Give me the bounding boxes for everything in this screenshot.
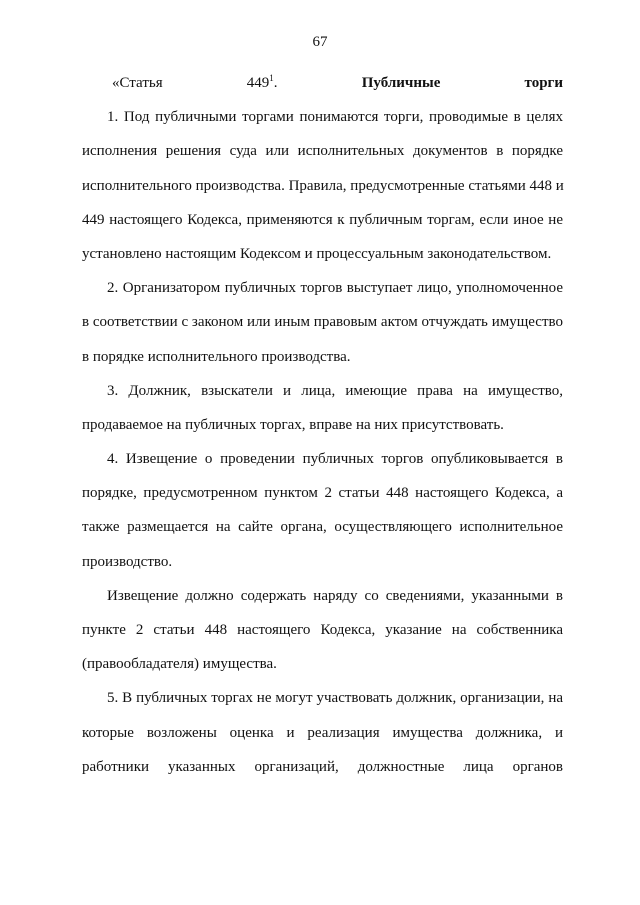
text-line: порядке, предусмотренном пунктом 2 статьи 448 настоящего Кодекса, а xyxy=(82,485,563,502)
text-line: продаваемое на публичных торгах, вправе на них присутствовать. xyxy=(82,416,504,433)
text-line: производство. xyxy=(82,553,173,570)
paragraph xyxy=(82,271,563,374)
paragraph-list xyxy=(82,100,563,784)
text-line: 449 настоящего Кодекса, применяются к публичным торгам, если иное не xyxy=(82,211,563,228)
text-line: в соответствии с законом или иным правовым актом отчуждать имущество xyxy=(82,314,563,331)
paragraph xyxy=(82,374,563,442)
text-line: (правообладателя) имущества. xyxy=(82,656,277,673)
article-title: Публичные торги xyxy=(361,75,564,91)
text-line: которые возложены оценка и реализация имущества должника, и xyxy=(82,724,563,741)
paragraph xyxy=(82,442,563,579)
text-line: 4. Извещение о проведении публичных торгов опубликовывается в xyxy=(107,451,563,468)
text-line: Извещение должно содержать наряду со сведениями, указанными в xyxy=(107,587,563,604)
article-superscript: 1 xyxy=(269,73,274,83)
text-line: исполнительного производства. Правила, предусмотренные статьями 448 и xyxy=(82,177,564,194)
text-line: также размещается на сайте органа, осуществляющего исполнительное xyxy=(82,519,563,536)
text-line: 5. В публичных торгах не могут участвовать должник, организации, на xyxy=(107,690,563,707)
paragraph xyxy=(82,579,563,682)
page-number: 67 xyxy=(312,34,328,50)
text-line: исполнения решения суда или исполнительных документов в порядке xyxy=(82,143,563,160)
text-line: работники указанных организаций, должностные лица органов xyxy=(82,758,563,775)
text-line: 2. Организатором публичных торгов выступает лицо, уполномоченное xyxy=(107,280,563,297)
article-label: «Статья 449 xyxy=(112,75,270,91)
text-line: пункте 2 статьи 448 настоящего Кодекса, указание на собственника xyxy=(82,622,563,638)
article-heading xyxy=(82,66,563,100)
text-line: 1. Под публичными торгами понимаются торги, проводимые в целях xyxy=(107,109,563,126)
text-line: 3. Должник, взыскатели и лица, имеющие права на имущество, xyxy=(107,382,563,399)
article-label-dot: . xyxy=(273,75,278,91)
text-line: в порядке исполнительного производства. xyxy=(82,348,351,365)
document-body xyxy=(82,66,563,784)
text-line: установлено настоящим Кодексом и процессуальным законодательством. xyxy=(82,245,552,262)
paragraph xyxy=(82,681,563,784)
paragraph xyxy=(82,100,563,271)
